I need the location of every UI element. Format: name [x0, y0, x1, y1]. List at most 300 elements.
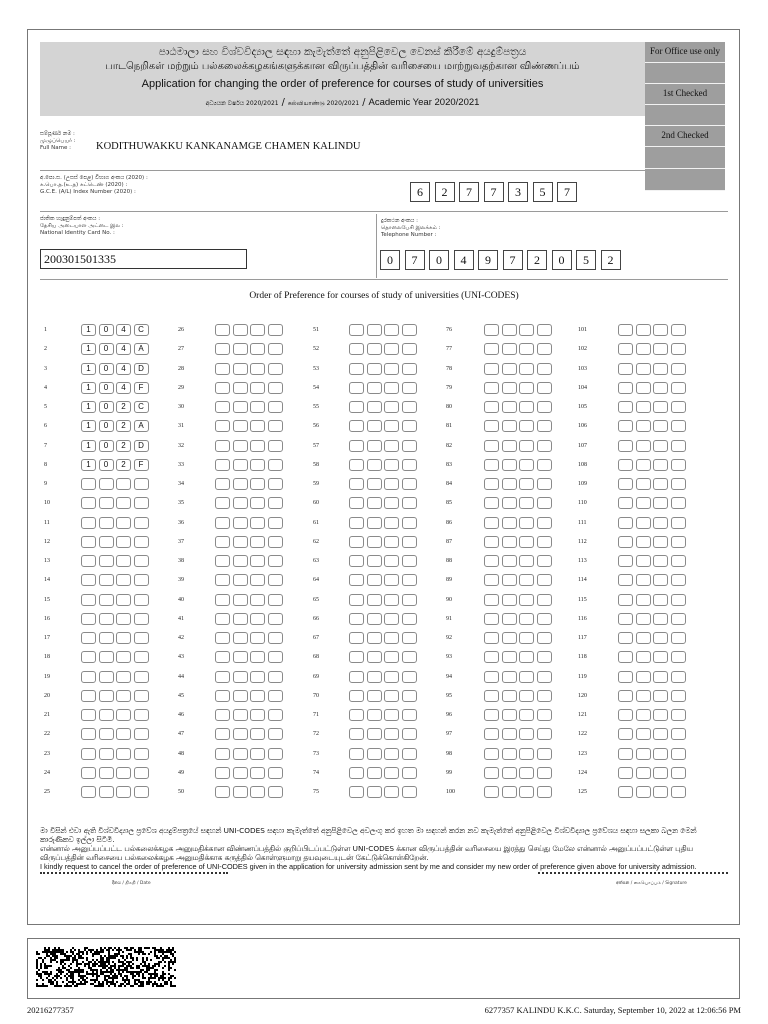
uni-code-box[interactable] [618, 420, 633, 432]
uni-code-box[interactable]: 0 [99, 420, 114, 432]
uni-code-box[interactable] [116, 690, 131, 702]
uni-code-box[interactable] [671, 748, 686, 760]
uni-code-box[interactable] [134, 478, 149, 490]
uni-code-box[interactable] [349, 497, 364, 509]
uni-code-box[interactable] [215, 767, 230, 779]
uni-code-box[interactable] [537, 767, 552, 779]
uni-code-box[interactable] [519, 748, 534, 760]
uni-code-box[interactable] [134, 690, 149, 702]
uni-code-box[interactable] [636, 517, 651, 529]
uni-code-box[interactable] [402, 728, 417, 740]
uni-code-box[interactable] [519, 574, 534, 586]
uni-code-box[interactable] [618, 440, 633, 452]
uni-code-box[interactable] [215, 517, 230, 529]
uni-code-box[interactable] [618, 594, 633, 606]
uni-code-box[interactable] [99, 767, 114, 779]
uni-code-box[interactable] [402, 671, 417, 683]
uni-code-box[interactable]: 2 [116, 401, 131, 413]
uni-code-box[interactable] [671, 651, 686, 663]
uni-code-box[interactable]: 1 [81, 363, 96, 375]
uni-code-box[interactable] [653, 555, 668, 567]
uni-code-box[interactable] [618, 709, 633, 721]
uni-code-box[interactable] [99, 613, 114, 625]
uni-code-box[interactable] [502, 536, 517, 548]
uni-code-box[interactable] [484, 497, 499, 509]
index-number-digit[interactable]: 5 [533, 182, 553, 202]
uni-code-box[interactable] [671, 440, 686, 452]
uni-code-box[interactable] [349, 478, 364, 490]
uni-code-box[interactable] [502, 671, 517, 683]
uni-code-box[interactable] [349, 324, 364, 336]
uni-code-box[interactable] [99, 748, 114, 760]
uni-code-box[interactable] [502, 632, 517, 644]
uni-code-box[interactable] [116, 671, 131, 683]
uni-code-box[interactable] [537, 594, 552, 606]
uni-code-box[interactable] [250, 555, 265, 567]
uni-code-box[interactable] [384, 728, 399, 740]
uni-code-box[interactable] [268, 574, 283, 586]
uni-code-box[interactable] [653, 363, 668, 375]
uni-code-box[interactable] [671, 786, 686, 798]
uni-code-box[interactable] [502, 613, 517, 625]
uni-code-box[interactable] [384, 651, 399, 663]
uni-code-box[interactable] [215, 420, 230, 432]
uni-code-box[interactable] [636, 363, 651, 375]
uni-code-box[interactable] [484, 728, 499, 740]
uni-code-box[interactable] [81, 651, 96, 663]
uni-code-box[interactable] [233, 517, 248, 529]
uni-code-box[interactable] [618, 767, 633, 779]
uni-code-box[interactable] [268, 440, 283, 452]
uni-code-box[interactable] [215, 671, 230, 683]
uni-code-box[interactable] [537, 671, 552, 683]
uni-code-box[interactable] [268, 401, 283, 413]
uni-code-box[interactable] [402, 324, 417, 336]
uni-code-box[interactable] [484, 363, 499, 375]
uni-code-box[interactable] [384, 574, 399, 586]
uni-code-box[interactable] [653, 594, 668, 606]
uni-code-box[interactable] [233, 343, 248, 355]
uni-code-box[interactable] [502, 382, 517, 394]
uni-code-box[interactable] [134, 517, 149, 529]
uni-code-box[interactable] [134, 728, 149, 740]
uni-code-box[interactable] [653, 767, 668, 779]
uni-code-box[interactable] [402, 536, 417, 548]
uni-code-box[interactable] [402, 420, 417, 432]
uni-code-box[interactable] [519, 343, 534, 355]
uni-code-box[interactable] [537, 363, 552, 375]
uni-code-box[interactable] [636, 748, 651, 760]
telephone-digit[interactable]: 4 [454, 250, 474, 270]
uni-code-box[interactable] [215, 728, 230, 740]
uni-code-box[interactable] [671, 324, 686, 336]
uni-code-box[interactable] [99, 690, 114, 702]
uni-code-box[interactable] [484, 440, 499, 452]
uni-code-box[interactable] [349, 555, 364, 567]
uni-code-box[interactable] [268, 555, 283, 567]
index-number-digit[interactable]: 3 [508, 182, 528, 202]
uni-code-box[interactable] [618, 671, 633, 683]
uni-code-box[interactable] [653, 517, 668, 529]
uni-code-box[interactable] [618, 497, 633, 509]
uni-code-box[interactable]: A [134, 343, 149, 355]
uni-code-box[interactable] [349, 459, 364, 471]
uni-code-box[interactable] [671, 690, 686, 702]
uni-code-box[interactable] [134, 613, 149, 625]
uni-code-box[interactable] [215, 786, 230, 798]
uni-code-box[interactable] [268, 671, 283, 683]
uni-code-box[interactable] [215, 555, 230, 567]
uni-code-box[interactable] [250, 767, 265, 779]
uni-code-box[interactable] [233, 555, 248, 567]
uni-code-box[interactable] [502, 690, 517, 702]
uni-code-box[interactable] [367, 401, 382, 413]
uni-code-box[interactable] [402, 594, 417, 606]
uni-code-box[interactable] [484, 420, 499, 432]
uni-code-box[interactable]: 0 [99, 401, 114, 413]
uni-code-box[interactable] [384, 343, 399, 355]
uni-code-box[interactable] [484, 517, 499, 529]
uni-code-box[interactable] [402, 363, 417, 375]
uni-code-box[interactable] [618, 728, 633, 740]
uni-code-box[interactable] [402, 478, 417, 490]
uni-code-box[interactable] [349, 767, 364, 779]
uni-code-box[interactable] [671, 767, 686, 779]
uni-code-box[interactable] [671, 632, 686, 644]
uni-code-box[interactable]: C [134, 401, 149, 413]
uni-code-box[interactable] [537, 478, 552, 490]
uni-code-box[interactable] [618, 651, 633, 663]
uni-code-box[interactable] [671, 555, 686, 567]
uni-code-box[interactable] [519, 382, 534, 394]
uni-code-box[interactable] [519, 363, 534, 375]
telephone-digit[interactable]: 7 [405, 250, 425, 270]
uni-code-box[interactable]: 0 [99, 440, 114, 452]
uni-code-box[interactable] [671, 709, 686, 721]
index-number-digit[interactable]: 7 [459, 182, 479, 202]
uni-code-box[interactable] [484, 478, 499, 490]
uni-code-box[interactable] [367, 517, 382, 529]
uni-code-box[interactable] [349, 440, 364, 452]
uni-code-box[interactable] [537, 343, 552, 355]
uni-code-box[interactable] [349, 517, 364, 529]
uni-code-box[interactable] [349, 748, 364, 760]
uni-code-box[interactable] [215, 459, 230, 471]
uni-code-box[interactable] [653, 574, 668, 586]
uni-code-box[interactable] [134, 555, 149, 567]
uni-code-box[interactable] [484, 574, 499, 586]
uni-code-box[interactable] [653, 786, 668, 798]
uni-code-box[interactable] [250, 420, 265, 432]
uni-code-box[interactable] [618, 382, 633, 394]
uni-code-box[interactable]: 1 [81, 420, 96, 432]
uni-code-box[interactable] [537, 382, 552, 394]
uni-code-box[interactable] [233, 536, 248, 548]
uni-code-box[interactable] [653, 459, 668, 471]
uni-code-box[interactable] [537, 709, 552, 721]
uni-code-box[interactable] [484, 401, 499, 413]
uni-code-box[interactable] [671, 478, 686, 490]
uni-code-box[interactable] [537, 420, 552, 432]
uni-code-box[interactable] [636, 786, 651, 798]
uni-code-box[interactable] [384, 748, 399, 760]
uni-code-box[interactable] [618, 613, 633, 625]
index-number-digit[interactable]: 7 [557, 182, 577, 202]
uni-code-box[interactable] [384, 440, 399, 452]
uni-code-box[interactable] [250, 613, 265, 625]
uni-code-box[interactable] [502, 343, 517, 355]
uni-code-box[interactable] [384, 363, 399, 375]
uni-code-box[interactable] [233, 632, 248, 644]
uni-code-box[interactable] [81, 555, 96, 567]
uni-code-box[interactable] [537, 786, 552, 798]
uni-code-box[interactable] [233, 709, 248, 721]
uni-code-box[interactable] [537, 613, 552, 625]
uni-code-box[interactable] [484, 324, 499, 336]
uni-code-box[interactable] [81, 748, 96, 760]
uni-code-box[interactable] [349, 574, 364, 586]
uni-code-box[interactable] [233, 690, 248, 702]
uni-code-box[interactable] [519, 613, 534, 625]
uni-code-box[interactable] [502, 748, 517, 760]
uni-code-box[interactable] [233, 363, 248, 375]
uni-code-box[interactable] [268, 767, 283, 779]
uni-code-box[interactable] [81, 574, 96, 586]
uni-code-box[interactable] [402, 401, 417, 413]
uni-code-box[interactable] [349, 709, 364, 721]
uni-code-box[interactable] [519, 651, 534, 663]
uni-code-box[interactable] [268, 632, 283, 644]
uni-code-box[interactable] [384, 382, 399, 394]
uni-code-box[interactable] [349, 594, 364, 606]
uni-code-box[interactable] [384, 536, 399, 548]
uni-code-box[interactable] [537, 459, 552, 471]
uni-code-box[interactable] [636, 767, 651, 779]
uni-code-box[interactable] [653, 613, 668, 625]
uni-code-box[interactable] [671, 401, 686, 413]
uni-code-box[interactable] [367, 671, 382, 683]
index-number-field[interactable] [410, 181, 580, 203]
uni-code-box[interactable] [215, 363, 230, 375]
uni-code-box[interactable] [384, 459, 399, 471]
uni-code-box[interactable] [502, 709, 517, 721]
uni-code-box[interactable] [537, 401, 552, 413]
uni-code-box[interactable] [502, 555, 517, 567]
index-number-digit[interactable]: 6 [410, 182, 430, 202]
uni-code-box[interactable] [233, 767, 248, 779]
uni-code-box[interactable]: 1 [81, 324, 96, 336]
uni-code-box[interactable]: C [134, 324, 149, 336]
uni-code-box[interactable] [653, 343, 668, 355]
uni-code-box[interactable] [537, 555, 552, 567]
uni-code-box[interactable] [250, 517, 265, 529]
uni-code-box[interactable] [116, 632, 131, 644]
uni-code-box[interactable]: F [134, 459, 149, 471]
uni-code-box[interactable] [233, 671, 248, 683]
uni-code-box[interactable] [268, 536, 283, 548]
uni-code-box[interactable] [349, 651, 364, 663]
uni-code-box[interactable] [268, 517, 283, 529]
uni-code-box[interactable] [215, 536, 230, 548]
uni-code-box[interactable] [367, 594, 382, 606]
uni-code-box[interactable] [233, 786, 248, 798]
uni-code-box[interactable] [134, 671, 149, 683]
telephone-digit[interactable]: 0 [552, 250, 572, 270]
uni-code-box[interactable] [268, 728, 283, 740]
uni-code-box[interactable] [250, 709, 265, 721]
uni-code-box[interactable] [116, 651, 131, 663]
uni-code-box[interactable] [349, 420, 364, 432]
uni-code-box[interactable] [268, 420, 283, 432]
uni-code-box[interactable] [268, 786, 283, 798]
uni-code-box[interactable] [233, 613, 248, 625]
uni-code-box[interactable] [653, 709, 668, 721]
uni-code-box[interactable] [636, 594, 651, 606]
uni-code-box[interactable] [215, 748, 230, 760]
uni-code-box[interactable] [519, 478, 534, 490]
telephone-digit[interactable]: 9 [478, 250, 498, 270]
uni-code-box[interactable] [250, 536, 265, 548]
uni-code-box[interactable] [484, 613, 499, 625]
uni-code-box[interactable]: 0 [99, 343, 114, 355]
uni-code-box[interactable] [99, 632, 114, 644]
uni-code-box[interactable] [349, 401, 364, 413]
uni-code-box[interactable] [502, 651, 517, 663]
uni-code-box[interactable] [99, 786, 114, 798]
uni-code-box[interactable] [81, 497, 96, 509]
uni-code-box[interactable] [402, 786, 417, 798]
uni-code-box[interactable] [502, 517, 517, 529]
uni-code-box[interactable] [116, 536, 131, 548]
uni-code-box[interactable] [81, 594, 96, 606]
uni-code-box[interactable] [402, 574, 417, 586]
uni-code-box[interactable] [618, 555, 633, 567]
uni-code-box[interactable] [215, 613, 230, 625]
uni-code-box[interactable] [618, 632, 633, 644]
uni-code-box[interactable] [233, 651, 248, 663]
uni-code-box[interactable] [384, 613, 399, 625]
uni-code-box[interactable] [402, 709, 417, 721]
uni-code-box[interactable] [618, 748, 633, 760]
uni-code-box[interactable] [349, 536, 364, 548]
uni-code-box[interactable] [636, 690, 651, 702]
uni-code-box[interactable] [116, 748, 131, 760]
uni-code-box[interactable]: 2 [116, 440, 131, 452]
uni-code-box[interactable] [618, 478, 633, 490]
uni-code-box[interactable] [484, 786, 499, 798]
uni-code-box[interactable] [81, 632, 96, 644]
uni-code-box[interactable] [349, 786, 364, 798]
uni-code-box[interactable]: 4 [116, 382, 131, 394]
uni-code-box[interactable] [268, 459, 283, 471]
uni-code-box[interactable] [384, 420, 399, 432]
uni-code-box[interactable] [653, 748, 668, 760]
uni-code-box[interactable] [618, 459, 633, 471]
uni-code-box[interactable] [671, 343, 686, 355]
uni-code-box[interactable] [502, 786, 517, 798]
uni-code-box[interactable] [653, 497, 668, 509]
uni-code-box[interactable] [636, 343, 651, 355]
uni-code-box[interactable]: 4 [116, 343, 131, 355]
uni-code-box[interactable] [250, 632, 265, 644]
uni-code-box[interactable] [367, 651, 382, 663]
uni-code-box[interactable] [250, 497, 265, 509]
uni-code-box[interactable] [250, 401, 265, 413]
uni-code-box[interactable] [384, 594, 399, 606]
uni-code-box[interactable] [519, 767, 534, 779]
uni-code-box[interactable] [484, 459, 499, 471]
uni-code-box[interactable] [502, 324, 517, 336]
uni-code-box[interactable] [81, 728, 96, 740]
uni-code-box[interactable] [250, 440, 265, 452]
uni-code-box[interactable]: 0 [99, 363, 114, 375]
uni-code-box[interactable] [653, 632, 668, 644]
uni-code-box[interactable] [134, 786, 149, 798]
uni-code-box[interactable] [233, 401, 248, 413]
uni-code-box[interactable] [367, 767, 382, 779]
uni-code-box[interactable] [519, 420, 534, 432]
uni-code-box[interactable] [134, 632, 149, 644]
uni-code-box[interactable] [618, 574, 633, 586]
telephone-digit[interactable]: 7 [503, 250, 523, 270]
uni-code-box[interactable] [116, 478, 131, 490]
full-name-value[interactable]: KODITHUWAKKU KANKANAMGE CHAMEN KALINDU [96, 141, 361, 152]
uni-code-box[interactable] [268, 382, 283, 394]
uni-code-box[interactable] [250, 671, 265, 683]
uni-code-box[interactable] [402, 748, 417, 760]
uni-code-box[interactable] [81, 671, 96, 683]
uni-code-box[interactable] [215, 343, 230, 355]
uni-code-box[interactable] [519, 440, 534, 452]
uni-code-box[interactable] [519, 671, 534, 683]
uni-code-box[interactable] [653, 420, 668, 432]
uni-code-box[interactable] [349, 690, 364, 702]
uni-code-box[interactable] [81, 786, 96, 798]
uni-code-box[interactable] [384, 786, 399, 798]
uni-code-box[interactable] [671, 728, 686, 740]
uni-code-box[interactable] [349, 671, 364, 683]
uni-code-box[interactable] [367, 459, 382, 471]
uni-code-box[interactable] [618, 324, 633, 336]
uni-code-box[interactable] [636, 651, 651, 663]
uni-code-box[interactable] [116, 709, 131, 721]
uni-code-box[interactable] [367, 440, 382, 452]
uni-code-box[interactable] [215, 382, 230, 394]
telephone-digit[interactable]: 0 [380, 250, 400, 270]
uni-code-box[interactable] [116, 517, 131, 529]
uni-code-box[interactable] [116, 574, 131, 586]
uni-code-box[interactable] [402, 690, 417, 702]
uni-code-box[interactable] [81, 690, 96, 702]
uni-code-box[interactable] [367, 709, 382, 721]
uni-code-box[interactable] [671, 420, 686, 432]
uni-code-box[interactable] [519, 728, 534, 740]
uni-code-box[interactable] [250, 786, 265, 798]
uni-code-box[interactable] [116, 728, 131, 740]
uni-code-box[interactable] [502, 574, 517, 586]
uni-code-box[interactable] [502, 497, 517, 509]
uni-code-box[interactable] [537, 690, 552, 702]
uni-code-box[interactable] [367, 574, 382, 586]
uni-code-box[interactable] [268, 497, 283, 509]
uni-code-box[interactable] [99, 671, 114, 683]
uni-code-box[interactable] [268, 478, 283, 490]
uni-code-box[interactable] [537, 497, 552, 509]
uni-code-box[interactable] [502, 478, 517, 490]
uni-code-box[interactable] [233, 574, 248, 586]
uni-code-box[interactable] [367, 343, 382, 355]
uni-code-box[interactable] [99, 594, 114, 606]
